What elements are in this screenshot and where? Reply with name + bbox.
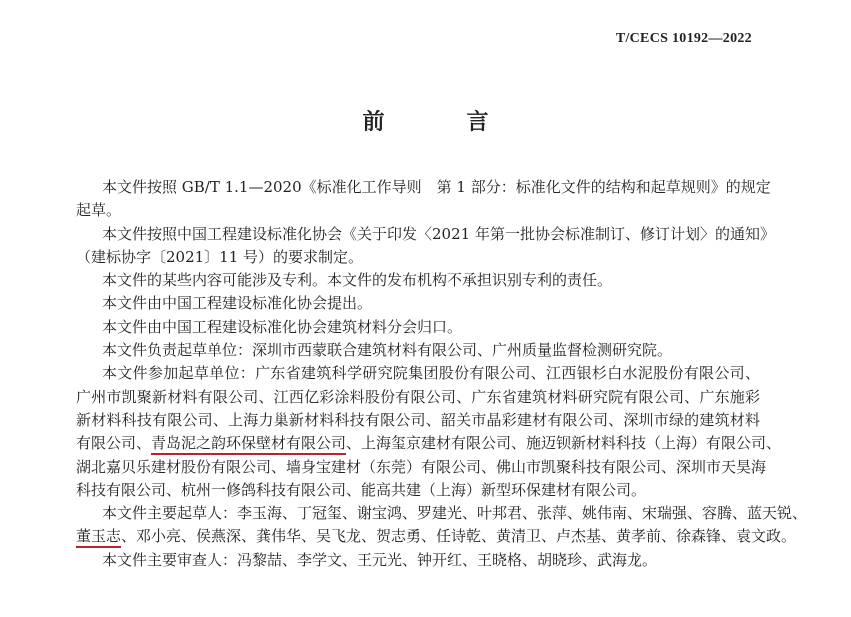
text-line — [76, 502, 808, 525]
text-line — [76, 223, 775, 246]
text-segment: 本文件参加起草单位：广东省建筑科学研究院集团股份有限公司、江西银杉白水泥股份有限公司、 — [102, 364, 760, 383]
standard-code: T/CECS 10192—2022 — [615, 31, 752, 46]
text-segment: 湖北嘉贝乐建材股份有限公司、墙身宝建材（东莞）有限公司、佛山市凯聚科技有限公司、深圳市天昊海 — [76, 457, 767, 476]
text-line — [76, 432, 782, 455]
text-segment: 新材料科技有限公司、上海力巢新材料科技有限公司、韶关市晶彩建材有限公司、深圳市绿的建筑材料 — [76, 410, 760, 429]
text-segment: （建标协字〔2021〕11 号）的要求制定。 — [76, 247, 364, 266]
preface-body — [76, 176, 808, 572]
underlined-highlight: 董玉志 — [76, 527, 121, 548]
text-segment: 本文件负责起草单位：深圳市西蒙联合建筑材料有限公司、广州质量监督检测研究院。 — [102, 341, 673, 360]
text-segment: 、邓小亮、侯燕深、龚伟华、吴飞龙、贺志勇、任诗乾、黄清卫、卢杰基、黄孝前、徐森锋、袁文政。 — [121, 527, 797, 546]
text-line — [76, 246, 760, 269]
text-line — [76, 479, 760, 502]
text-line — [76, 362, 760, 385]
text-segment: 、上海玺京建材有限公司、施迈钡新材料科技（上海）有限公司、 — [346, 434, 782, 453]
text-line — [76, 316, 760, 339]
text-segment: 本文件主要起草人：李玉海、丁冠玺、谢宝鸿、罗建光、叶邦君、张萍、姚伟南、宋瑞强、容腾、蓝天锐、 — [102, 504, 808, 523]
text-line — [76, 176, 771, 199]
text-line — [76, 199, 760, 222]
text-line — [76, 525, 797, 548]
text-segment: 起草。 — [76, 201, 122, 220]
text-segment: 本文件由中国工程建设标准化协会提出。 — [102, 294, 373, 313]
text-segment: 广州市凯聚新材料有限公司、江西亿彩涂料股份有限公司、广东省建筑材料研究院有限公司、广东施彩 — [76, 387, 760, 406]
text-line — [76, 386, 760, 409]
text-segment: 本文件按照 GB/T 1.1—2020《标准化工作导则 第 1 部分：标准化文件的结构和起草规则》的规定 — [102, 178, 771, 196]
text-line — [76, 292, 760, 315]
text-segment: 本文件按照中国工程建设标准化协会《关于印发〈2021 年第一批协会标准制订、修订计划〉的通知》 — [102, 224, 775, 243]
text-segment: 本文件主要审查人：冯黎喆、李学文、王元光、钟开红、王晓格、胡晓珍、武海龙。 — [102, 550, 658, 569]
text-segment: 本文件由中国工程建设标准化协会建筑材料分会归口。 — [102, 317, 463, 336]
text-line — [76, 269, 760, 292]
page-title: 前 言 — [362, 109, 519, 135]
text-line — [76, 549, 760, 572]
text-line — [76, 456, 767, 479]
underlined-highlight: 青岛泥之韵环保壁材有限公司 — [151, 434, 346, 455]
text-segment: 有限公司、 — [76, 434, 152, 453]
text-line — [76, 409, 760, 432]
text-segment: 本文件的某些内容可能涉及专利。本文件的发布机构不承担识别专利的责任。 — [102, 271, 613, 290]
text-segment: 科技有限公司、杭州一修鸽科技有限公司、能高共建（上海）新型环保建材有限公司。 — [76, 480, 647, 499]
text-line — [76, 339, 760, 362]
